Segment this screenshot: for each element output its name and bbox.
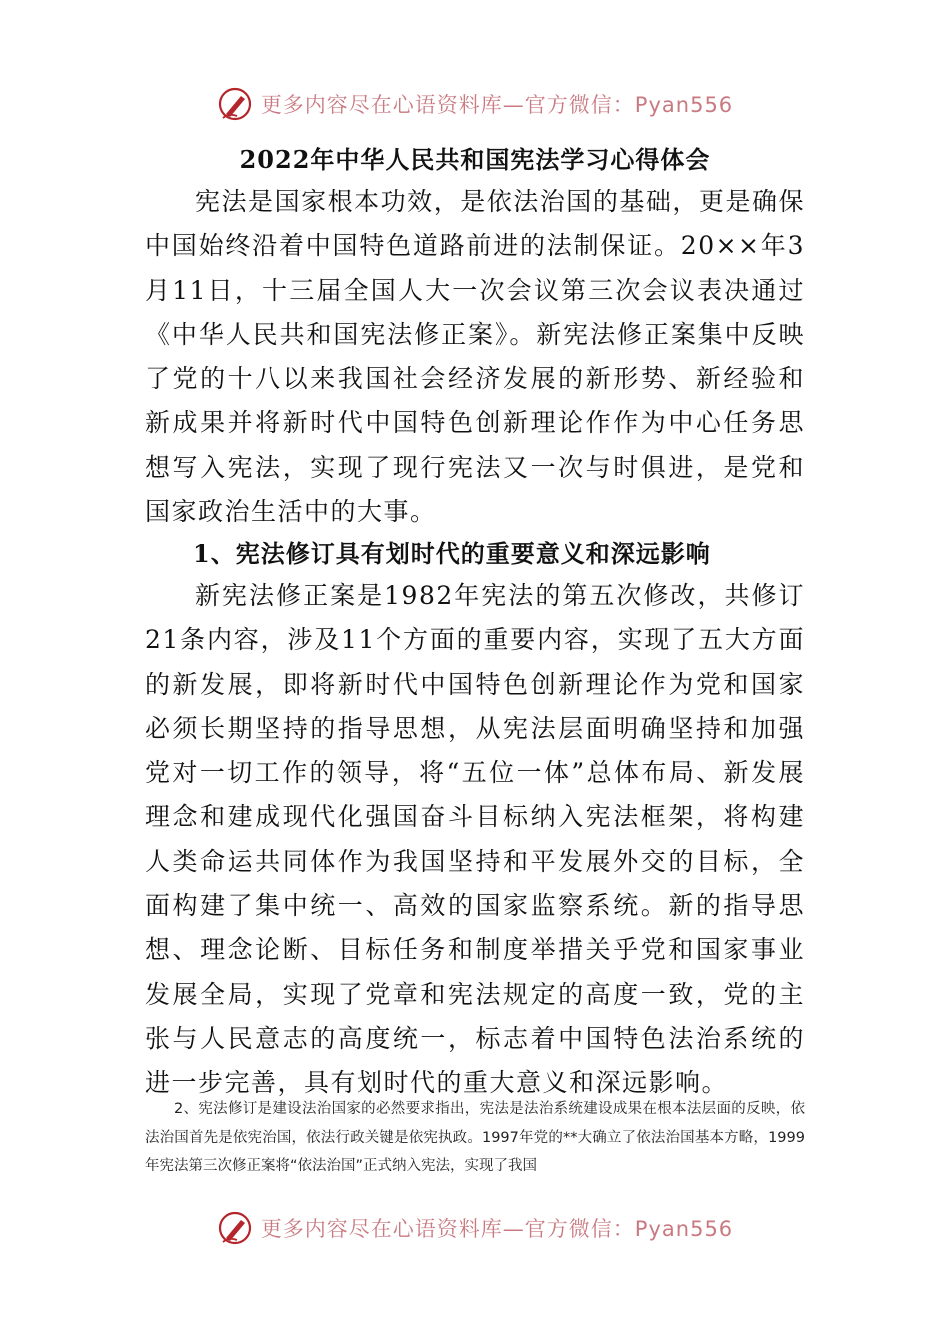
paragraph-section-1: 新宪法修正案是1982年宪法的第五次修改，共修订21条内容，涉及11个方面的重要内容，实现了五大方面的新发展，即将新时代中国特色创新理论作为党和国家必须长期坚持的指导思想，从宪法层面明确坚持和加强党对一切工作的领导，将“五位一体”总体布局、新发展理念和建成现代化强国奋斗目标纳入宪法框架，将构建人类命运共同体作为我国坚持和平发展外交的目标，全面构建了集中统一、高效的国家监察系统。新的指导思想、理念论断、目标任务和制度举措关乎党和国家事业发展全局，实现了党章和宪法规定的高度一致，党的主张与人民意志的高度统一，标志着中国特色法治系统的进一步完善，具有划时代的重大意义和深远影响。 bbox=[145, 581, 805, 1098]
watermark-text: 更多内容尽在心语资料库—官方微信：Pyan556 bbox=[260, 93, 734, 117]
pen-logo-icon bbox=[217, 1210, 253, 1246]
paragraph-section-2: 2、宪法修订是建设法治国家的必然要求指出，宪法是法治系统建设成果在根本法层面的反映，依法治国首先是依宪治国，依法行政关键是依宪执政。1997年党的**大确立了依法治国基本方略，1999年宪法第三次修正案将“依法治国”正式纳入宪法，实现了我国 bbox=[145, 1101, 805, 1174]
watermark-banner-top bbox=[0, 82, 950, 126]
document-title: 2022年中华人民共和国宪法学习心得体会 bbox=[239, 145, 711, 174]
watermark-banner-bottom bbox=[0, 1206, 950, 1250]
paragraph-intro: 宪法是国家根本功效，是依法治国的基础，更是确保中国始终沿着中国特色道路前进的法制保证。20××年3月11日，十三届全国人大一次会议第三次会议表决通过《中华人民共和国宪法修正案》。新宪法修正案集中反映了党的十八以来我国社会经济发展的新形势、新经验和新成果并将新时代中国特色创新理论作作为中心任务思想写入宪法，实现了现行宪法又一次与时俱进，是党和国家政治生活中的大事。 bbox=[145, 187, 805, 527]
watermark-text: 更多内容尽在心语资料库—官方微信：Pyan556 bbox=[260, 1217, 734, 1241]
pen-logo-icon bbox=[217, 86, 253, 122]
section-heading-1: 1、宪法修订具有划时代的重要意义和深远影响 bbox=[193, 539, 711, 568]
